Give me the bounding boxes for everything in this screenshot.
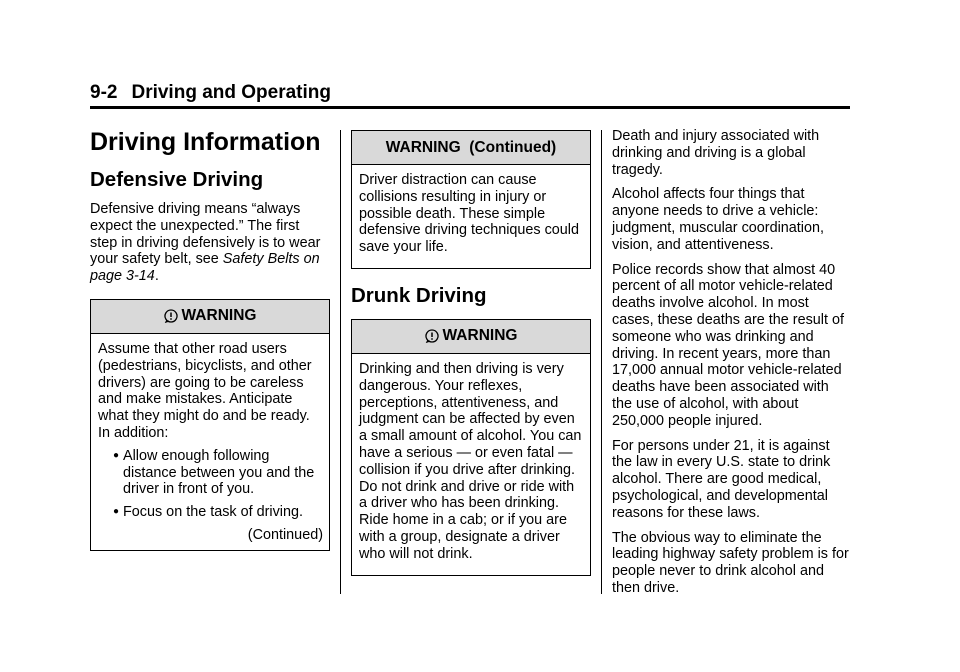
intro-end: . bbox=[154, 268, 159, 285]
warning-icon bbox=[164, 309, 178, 323]
section-title: Driving and Operating bbox=[131, 82, 331, 103]
body-paragraph: For persons under 21, it is against the law in every U.S. state to drink alcohol. There are good medical, psychological, and developmental reasons for these laws. bbox=[612, 437, 831, 521]
bullet-text: Allow enough following distance between you and the driver in front of you. bbox=[123, 447, 315, 498]
warning-text: Assume that other road users (pedestrians, bicyclists, and other drivers) are going to be careless and make mistakes. Anticipate what they might do and be ready. In addition: bbox=[98, 340, 312, 441]
intro-paragraph bbox=[90, 201, 330, 285]
body-paragraph: Alcohol affects four things that anyone needs to drive a vehicle: judgment, muscular coordination, vision, and attentiveness. bbox=[612, 186, 824, 253]
warning-label: WARNING (Continued) bbox=[385, 138, 557, 156]
section-heading-defensive-driving: Defensive Driving bbox=[90, 168, 264, 191]
column-right bbox=[612, 128, 852, 605]
warning-label: WARNING bbox=[181, 307, 257, 325]
column-middle bbox=[351, 128, 591, 588]
warning-box-continued bbox=[351, 130, 591, 269]
page-title: Driving Information bbox=[90, 128, 321, 156]
column-divider bbox=[340, 130, 341, 594]
column-divider bbox=[601, 130, 602, 594]
warning-icon bbox=[425, 329, 439, 343]
warning-body bbox=[352, 354, 590, 575]
warning-bullet-list bbox=[98, 448, 323, 521]
warning-header bbox=[352, 320, 590, 354]
bullet-text: Focus on the task of driving. bbox=[123, 504, 303, 521]
continued-label: (Continued) bbox=[247, 526, 323, 543]
body-paragraph: Death and injury associated with drinking and driving is a global tragedy. bbox=[612, 128, 820, 178]
section-heading-drunk-driving: Drunk Driving bbox=[351, 283, 487, 307]
intro-text: Defensive driving means “always expect the unexpected.” The first step in driving defensively is to wear your safety belt, see bbox=[90, 201, 321, 268]
body-paragraph: Police records show that almost 40 percent of all motor vehicle-related deaths involve alcohol. In most cases, these deaths are the result of someone who was drinking and driving. In recent years, more than 17,000 annual motor vehicle-related deaths have been associated with the use of alcohol, with about 250,000 people injured. bbox=[612, 261, 844, 429]
column-left bbox=[90, 128, 330, 563]
list-item bbox=[98, 504, 323, 521]
warning-text: Driver distraction can cause collisions resulting in injury or possible death. These simple defensive driving techniques could save your life. bbox=[359, 172, 579, 256]
warning-body bbox=[91, 334, 329, 550]
page-header bbox=[90, 80, 850, 109]
warning-box-drunk bbox=[351, 319, 591, 576]
header-text bbox=[90, 82, 331, 104]
list-item bbox=[98, 448, 323, 498]
body-paragraph: The obvious way to eliminate the leading highway safety problem is for people never to drink alcohol and then drive. bbox=[612, 529, 849, 596]
warning-header bbox=[91, 300, 329, 334]
bullet-icon: ● bbox=[113, 449, 120, 461]
warning-box-defensive bbox=[90, 299, 330, 551]
warning-text: Drinking and then driving is very dangerous. Your reflexes, perceptions, attentiveness, and judgment can be affected by even a small amount of alcohol. You can have a serious — or even fatal — collision if you drive after drinking. Do not drink and drive or ride with a driver who has been drinking. Ride home in a cab; or if you are with a group, designate a driver who will not drink. bbox=[359, 360, 582, 562]
page-number: 9-2 bbox=[90, 82, 118, 103]
warning-header bbox=[352, 131, 590, 165]
safety-belts-reference-link[interactable]: Safety Belts on page 3-14 bbox=[90, 251, 320, 285]
warning-body bbox=[352, 165, 590, 268]
bullet-icon: ● bbox=[113, 506, 120, 518]
warning-label: WARNING bbox=[442, 327, 518, 345]
